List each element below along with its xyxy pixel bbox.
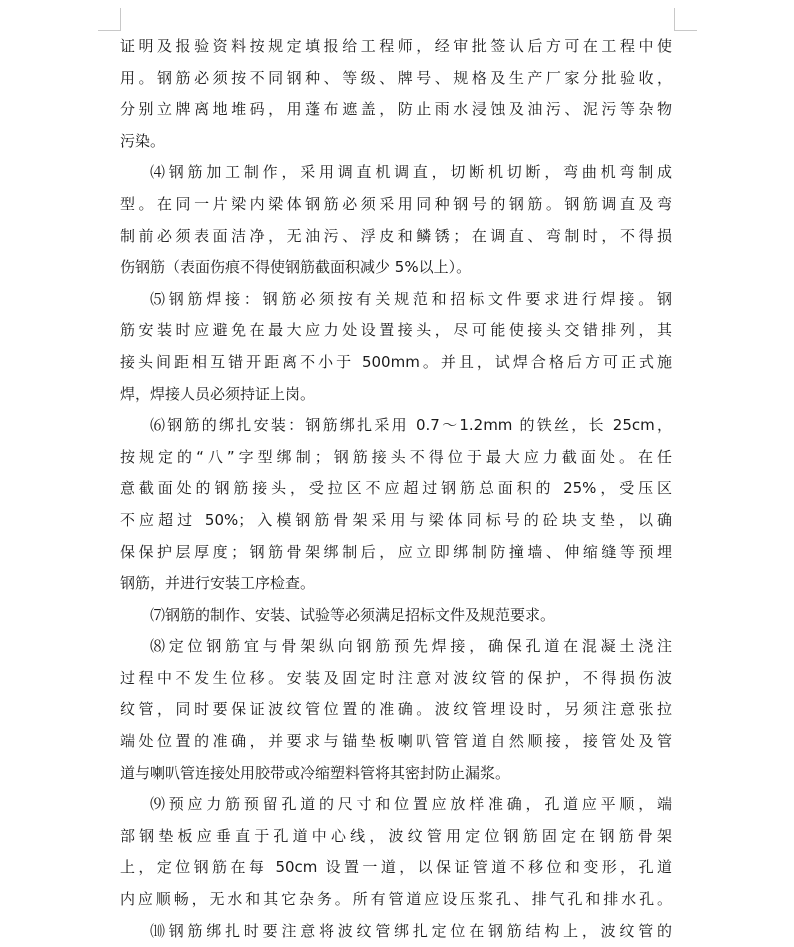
document-body-text bbox=[120, 31, 672, 947]
margin-corner-mark-left bbox=[98, 8, 121, 31]
text-line: ⑺钢筋的制作、安装、试验等必须满足招标文件及规范要求。 bbox=[150, 605, 556, 624]
text-line: 不应超过 50%；入模钢筋骨架采用与梁体同标号的砼块支垫，以确 bbox=[120, 510, 672, 529]
text-line: 内应顺畅，无水和其它杂务。所有管道应设压浆孔、排气孔和排水孔。 bbox=[120, 890, 672, 909]
text-line: 上，定位钢筋在每 50cm 设置一道，以保证管道不移位和变形，孔道 bbox=[120, 858, 672, 877]
text-line: ⑻定位钢筋宜与骨架纵向钢筋预先焊接，确保孔道在混凝土浇注 bbox=[150, 637, 672, 656]
text-line: ⑷钢筋加工制作，采用调直机调直，切断机切断，弯曲机弯制成 bbox=[150, 163, 672, 182]
text-line: 端处位置的准确，并要求与锚垫板喇叭管管道自然顺接，接管处及管 bbox=[120, 732, 672, 751]
text-line: 部钢垫板应垂直于孔道中心线，波纹管用定位钢筋固定在钢筋骨架 bbox=[120, 826, 672, 845]
text-line: 制前必须表面洁净，无油污、浮皮和鳞锈；在调直、弯制时，不得损 bbox=[120, 226, 672, 245]
text-line: 接头间距相互错开距离不小于 500mm。并且，试焊合格后方可正式施 bbox=[120, 352, 672, 371]
text-line: 意截面处的钢筋接头，受拉区不应超过钢筋总面积的 25%，受压区 bbox=[120, 479, 672, 498]
text-line: 污染。 bbox=[120, 131, 166, 150]
text-line: 按规定的“八”字型绑制；钢筋接头不得位于最大应力截面处。在任 bbox=[120, 447, 672, 466]
text-line: 过程中不发生位移。安装及固定时注意对波纹管的保护，不得损伤波 bbox=[120, 668, 672, 687]
text-line: ⑹钢筋的绑扎安装：钢筋绑扎采用 0.7～1.2mm 的铁丝，长 25cm， bbox=[150, 416, 672, 435]
text-line: 伤钢筋（表面伤痕不得使钢筋截面积减少 5%以上）。 bbox=[120, 258, 472, 277]
text-line: ⑽钢筋绑扎时要注意将波纹管绑扎定位在钢筋结构上，波纹管的 bbox=[150, 921, 672, 940]
text-line: 分别立牌离地堆码，用蓬布遮盖，防止雨水浸蚀及油污、泥污等杂物 bbox=[120, 100, 672, 119]
text-line: 用。钢筋必须按不同钢种、等级、牌号、规格及生产厂家分批验收， bbox=[120, 68, 672, 87]
text-line: 钢筋，并进行安装工序检查。 bbox=[120, 574, 316, 593]
text-line: 型。在同一片梁内梁体钢筋必须采用同种钢号的钢筋。钢筋调直及弯 bbox=[120, 194, 672, 213]
text-line: 保保护层厚度；钢筋骨架绑制后，应立即绑制防撞墙、伸缩缝等预埋 bbox=[120, 542, 672, 561]
text-line: 筋安装时应避免在最大应力处设置接头，尽可能使接头交错排列，其 bbox=[120, 321, 672, 340]
text-line: ⑸钢筋焊接：钢筋必须按有关规范和招标文件要求进行焊接。钢 bbox=[150, 289, 672, 308]
text-line: 纹管，同时要保证波纹管位置的准确。波纹管埋设时，另须注意张拉 bbox=[120, 700, 672, 719]
text-line: 焊，焊接人员必须持证上岗。 bbox=[120, 384, 316, 403]
margin-corner-mark-right bbox=[674, 8, 697, 31]
text-line: 道与喇叭管连接处用胶带或冷缩塑料管将其密封防止漏浆。 bbox=[120, 763, 511, 782]
text-line: ⑼预应力筋预留孔道的尺寸和位置应放样准确，孔道应平顺，端 bbox=[150, 795, 672, 814]
text-line: 证明及报验资料按规定填报给工程师，经审批签认后方可在工程中使 bbox=[120, 37, 672, 55]
